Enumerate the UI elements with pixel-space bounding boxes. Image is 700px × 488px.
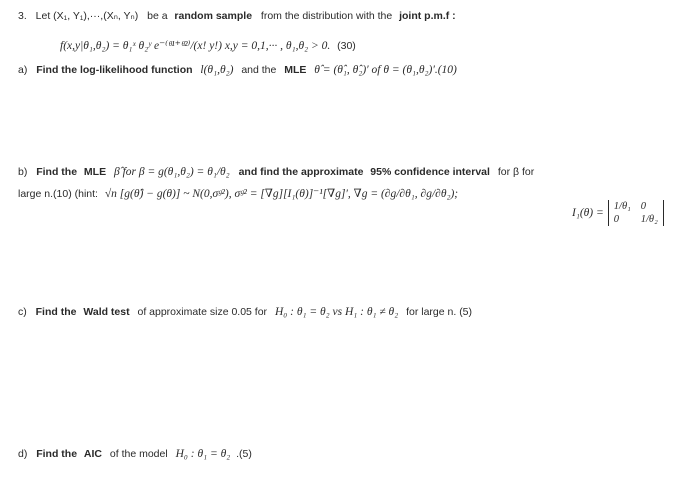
part-d-label: d) — [18, 448, 28, 460]
fisher-cell-22: 1/θ₂ — [640, 214, 658, 225]
part-c-hyp: H₀ : θ₁ = θ₂ vs H₁ : θ₁ ≠ θ₂ — [274, 306, 399, 318]
problem-statement — [18, 10, 456, 22]
part-d-text-1: Find the — [36, 448, 78, 460]
part-a-label: a) — [18, 64, 28, 76]
part-b-line-2 — [18, 186, 458, 200]
fisher-label: I₁(θ) = — [572, 207, 604, 219]
part-b-ci: 95% confidence interval — [370, 166, 490, 178]
part-c-text-1: Find the — [35, 306, 77, 318]
part-b-text-3: for β for — [497, 166, 535, 178]
part-b-text-1: Find the — [36, 166, 78, 178]
part-c-wald: Wald test — [83, 306, 130, 318]
part-b-hint-expr: √n [g(θ̂) − g(θ)] ~ N(0,σᵍ²), σᵍ² = [∇g][I₁(θ)]⁻¹[∇g]′, ∇g = (∂g/∂θ₁, ∂g/∂θ₂); — [104, 188, 459, 200]
fisher-information — [572, 200, 664, 226]
part-a — [18, 64, 457, 76]
part-a-mle-expr: θ̂ = (θ̂₁, θ̂₂)′ of θ = (θ₁,θ₂)′.(10) — [314, 64, 457, 76]
part-d-hyp: H₀ : θ₁ = θ₂ — [175, 448, 231, 460]
part-c — [18, 306, 472, 318]
part-c-text-2: of approximate size 0.05 for — [137, 306, 268, 318]
intro-from: from the distribution with the — [260, 10, 393, 22]
part-b-label: b) — [18, 166, 28, 178]
problem-number: 3. — [18, 10, 27, 22]
intro-be-a: be a — [147, 10, 168, 22]
intro-random-sample: random sample — [174, 10, 253, 22]
pmf-points: (30) — [337, 40, 356, 52]
intro-joint: joint p.m.f : — [399, 10, 456, 22]
part-a-text-2: and the — [241, 64, 277, 76]
part-d-text-2: of the model — [109, 448, 168, 460]
part-b-line-1 — [18, 166, 534, 178]
intro-text: Let (X₁, Y₁),···,(Xₙ, Yₙ) — [35, 10, 139, 22]
part-b-expr-1: β̂ for β = g(θ₁,θ₂) = θ₁/θ₂ — [113, 166, 230, 178]
fisher-matrix — [608, 200, 664, 226]
fisher-cell-11: 1/θ₁ — [613, 201, 631, 212]
part-a-mle: MLE — [284, 64, 307, 76]
part-a-text-1: Find the log-likelihood function — [36, 64, 193, 76]
pmf-formula — [60, 38, 356, 52]
part-b-line2-start: large n.(10) (hint: — [18, 188, 98, 200]
part-c-text-3: for large n. (5) — [406, 306, 473, 318]
fisher-cell-12: 0 — [640, 201, 647, 212]
part-c-label: c) — [18, 306, 27, 318]
part-a-func: l(θ₁,θ₂) — [200, 64, 234, 76]
part-d-points: .(5) — [236, 448, 252, 460]
part-d — [18, 448, 252, 460]
part-b-mle: MLE — [83, 166, 107, 178]
part-b-text-2: and find the approximate — [238, 166, 364, 178]
pmf-expression: f(x,y|θ₁,θ₂) = θ₁ˣ θ₂ʸ e⁻⁽ᶿ¹⁺ᶿ²⁾/(x! y!) x,y = 0,1,··· , θ₁,θ₂ > 0. — [60, 40, 331, 52]
part-d-aic: AIC — [83, 448, 103, 460]
fisher-cell-21: 0 — [613, 214, 620, 225]
